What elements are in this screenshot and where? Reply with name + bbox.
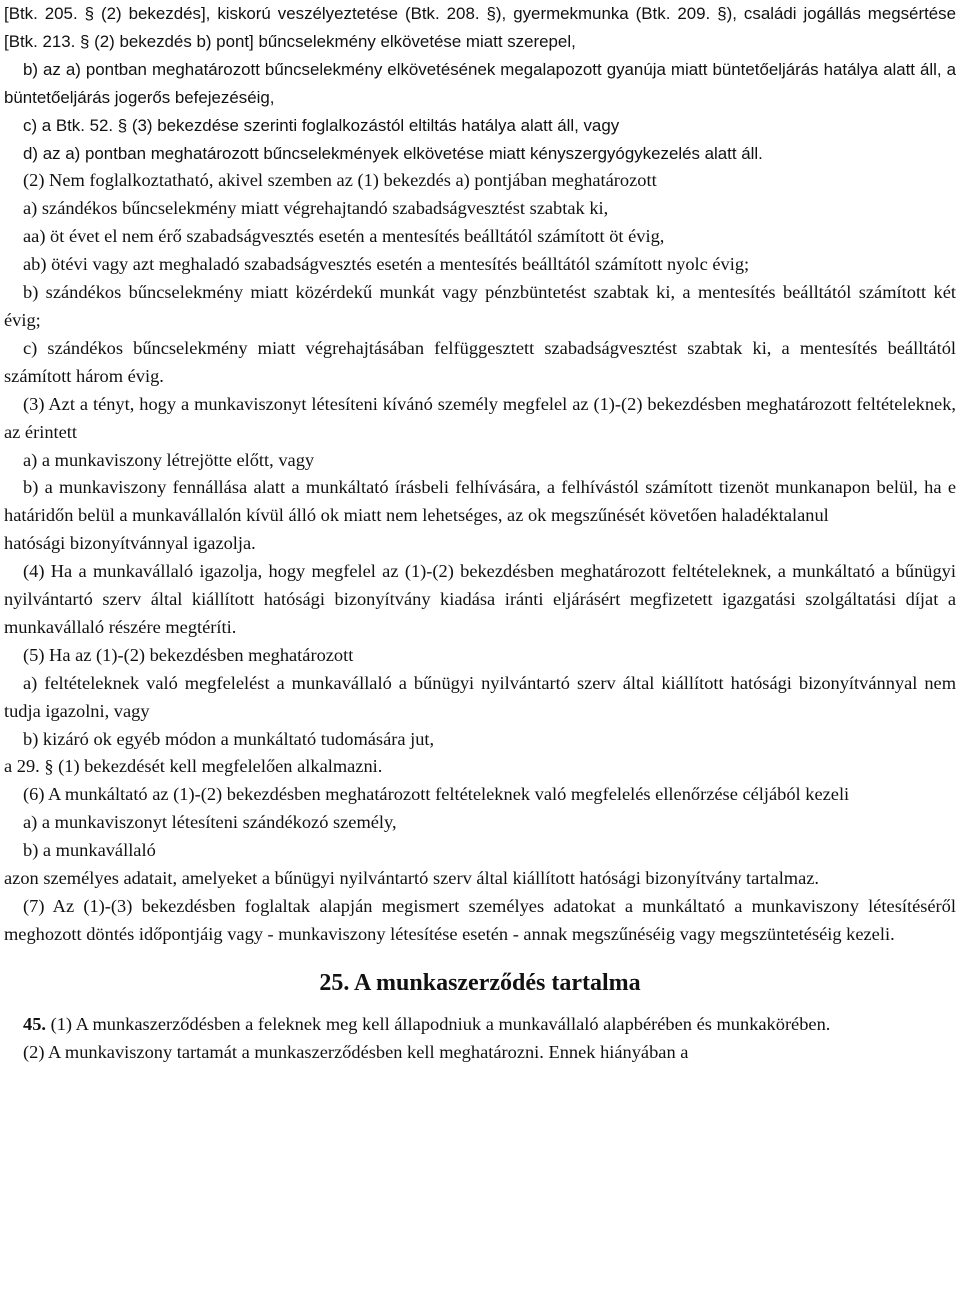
paragraph: a) a munkaviszony létrejötte előtt, vagy [23,449,315,470]
paragraph: b) a munkavállaló [23,840,156,861]
paragraph: b) kizáró ok egyéb módon a munkáltató tudomására jut, [23,728,435,749]
paragraph: b) szándékos bűncselekmény miatt közérdekű munkát vagy pénzbüntetést szabtak ki, a mentesítés beálltától számított két évig; [4,282,956,330]
paragraph: azon személyes adatait, amelyeket a bűnügyi nyilvántartó szerv által kiállított hatósági bizonyítvány tartalmaz. [4,868,820,889]
paragraph: (2) Nem foglalkoztatható, akivel szemben az (1) bekezdés a) pontjában meghatározott [23,170,657,191]
paragraph: (5) Ha az (1)-(2) bekezdésben meghatározott [23,644,354,665]
section-heading: 25. A munkaszerződés tartalma [319,969,641,996]
paragraph: [Btk. 205. § (2) bekezdés], kiskorú veszélyeztetése (Btk. 208. §), gyermekmunka (Btk. 209. §), családi jogállás megsértése [Btk. 213. § (2) bekezdés b) pont] bűncselekmény elkövetése miatt szerepel, [4,4,956,51]
paragraph: a) a munkaviszonyt létesíteni szándékozó személy, [23,812,397,833]
paragraph: a 29. § (1) bekezdését kell megfelelően alkalmazni. [4,756,383,777]
paragraph: d) az a) pontban meghatározott bűncselekmények elkövetése miatt kényszergyógykezelés alatt áll. [23,143,763,163]
paragraph: ab) ötévi vagy azt meghaladó szabadságvesztés esetén a mentesítés beálltától számított nyolc évig; [23,254,750,275]
article-45-paragraph-2: (2) A munkaviszony tartamát a munkaszerződésben kell meghatározni. Ennek hiányában a [23,1041,689,1062]
paragraph: (3) Azt a tényt, hogy a munkaviszonyt létesíteni kívánó személy megfelel az (1)-(2) bekezdésben meghatározott feltételeknek, az érintett [4,393,956,442]
paragraph: (7) Az (1)-(3) bekezdésben foglaltak alapján megismert személyes adatokat a munkáltató a munkaviszony létesítéséről meghozott döntés időpontjáig vagy - munkaviszony létesítése esetén - annak megszűnéséig vagy megszüntetéséig kezeli. [4,896,956,944]
paragraph: a) feltételeknek való megfelelést a munkavállaló a bűnügyi nyilvántartó szerv által kiállított hatósági bizonyítvánnyal nem tudja igazolni, vagy [4,672,956,721]
paragraph: (6) A munkáltató az (1)-(2) bekezdésben meghatározott feltételeknek való megfelelés ellenőrzése céljából kezeli [23,784,850,805]
paragraph: c) a Btk. 52. § (3) bekezdése szerinti foglalkozástól eltiltás hatálya alatt áll, vagy [23,115,620,135]
article-45-para-1-text: (1) A munkaszerződésben a feleknek meg kell állapodniuk a munkavállaló alapbérében és munkakörében. [46,1013,831,1034]
paragraph: hatósági bizonyítvánnyal igazolja. [4,533,256,554]
article-45-paragraph-1 [4,1011,956,1039]
paragraph: (4) Ha a munkavállaló igazolja, hogy megfelel az (1)-(2) bekezdésben meghatározott feltételeknek, a munkáltató a bűnügyi nyilvántartó szerv által kiállított hatósági bizonyítvány kiadása iránti eljárásért megfizetett igazgatási szolgáltatási díjat a munkavállaló részére megtéríti. [4,561,956,637]
article-number: 45. [23,1013,46,1034]
paragraph: a) szándékos bűncselekmény miatt végrehajtandó szabadságvesztést szabtak ki, [23,198,609,219]
paragraph: b) a munkaviszony fennállása alatt a munkáltató írásbeli felhívására, a felhívástól számított tizenöt munkanapon belül, ha e határidőn belül a munkavállalón kívül álló ok miatt nem lehetséges, az ok megszűnését követően haladéktalanul [4,477,956,526]
paragraph: aa) öt évet el nem érő szabadságvesztés esetén a mentesítés beálltától számított öt évig, [23,226,665,247]
paragraph: b) az a) pontban meghatározott bűncselekmény elkövetésének megalapozott gyanúja miatt büntetőeljárás hatálya alatt áll, a büntetőeljárás jogerős befejezéséig, [4,59,956,107]
paragraph: c) szándékos bűncselekmény miatt végrehajtásában felfüggesztett szabadságvesztést szabtak ki, a mentesítés beálltától számított három évig. [4,337,956,386]
